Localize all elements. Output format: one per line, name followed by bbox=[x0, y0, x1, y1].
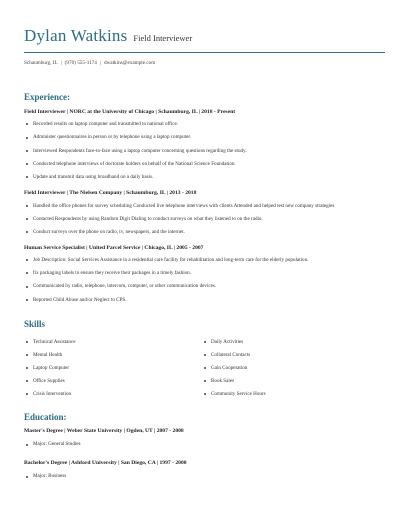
skill-item: Laptop Computer bbox=[24, 365, 202, 371]
skills-column-left bbox=[24, 339, 202, 405]
education-heading: Education: bbox=[24, 412, 67, 423]
education-header: Bachelor's Degree | Ashford University | San Diego, CA | 1997 - 2000 bbox=[24, 460, 187, 467]
job-entry bbox=[24, 190, 386, 235]
skills-heading: Skills bbox=[24, 318, 46, 329]
job-bullet: Recorded results on laptop computer and transmitted to national office. bbox=[24, 121, 386, 127]
job-bullet: Interviewed Respondents face-to-face using a laptop computer concerning questions regarding the study. bbox=[24, 148, 386, 154]
contact-separator: | bbox=[60, 60, 62, 67]
education-details bbox=[24, 473, 386, 479]
resume-header bbox=[24, 26, 386, 46]
skills-column-right bbox=[202, 339, 380, 405]
job-bullet: Administer questionnaires in person or by telephone using a laptop computer. bbox=[24, 134, 386, 140]
job-bullet: Conducted telephone interviews of doctorate holders on behalf of the National Science Foundation. bbox=[24, 161, 386, 167]
education-entry bbox=[24, 460, 386, 479]
experience-heading: Experience: bbox=[24, 92, 70, 103]
job-bullet: Reported Child Abuse and/or Neglect to CPS. bbox=[24, 297, 386, 303]
skill-item: Book Sales bbox=[202, 378, 380, 384]
contact-line bbox=[24, 60, 386, 66]
job-header: Human Service Specialist | United Parcel Service | Chicago, IL | 2005 - 2007 bbox=[24, 244, 204, 251]
skill-item: Office Supplies bbox=[24, 378, 202, 384]
job-bullet: Contacted Respondents by using Random Digit Dialing to conduct surveys on what they listened to on the radio. bbox=[24, 216, 386, 222]
job-bullet: Job Description: Social Services Assistance in a residential care facility for rehabilitation and long-term care for the elderly population. bbox=[24, 257, 386, 263]
job-bullet: fix packaging labels to ensure they receive their packages in a timely fashion. bbox=[24, 270, 386, 276]
contact-location: Schaumburg, IL bbox=[24, 60, 58, 67]
job-entry bbox=[24, 245, 386, 303]
skills-grid bbox=[24, 339, 386, 405]
skill-item: Crisis Intervention bbox=[24, 391, 202, 397]
job-bullets bbox=[24, 257, 386, 303]
job-bullet: Communicated by radio, telephone, intercom, computer, or other communication devices. bbox=[24, 283, 386, 289]
job-entry bbox=[24, 109, 386, 180]
candidate-name: Dylan Watkins bbox=[24, 26, 128, 45]
job-header: Field Interviewer | NORC at the University of Chicago | Schaumburg, IL | 2018 - Present bbox=[24, 109, 236, 116]
education-major: Major: Business bbox=[24, 473, 386, 479]
job-bullets bbox=[24, 203, 386, 235]
skill-item: Daily Activities bbox=[202, 339, 380, 345]
contact-separator: | bbox=[99, 60, 101, 67]
education-details bbox=[24, 441, 386, 447]
skill-item: Community Service Hours bbox=[202, 391, 380, 397]
skill-item: Technical Assistance bbox=[24, 339, 202, 345]
job-bullets bbox=[24, 121, 386, 180]
skill-item: Mental Health bbox=[24, 352, 202, 358]
education-entry bbox=[24, 428, 386, 447]
job-bullet: Update and transmit data using broadband on a daily basis. bbox=[24, 174, 386, 180]
education-header: Master's Degree | Weber State University | Ogden, UT | 2007 - 2008 bbox=[24, 428, 184, 435]
education-major: Major: General Studies bbox=[24, 441, 386, 447]
contact-email: dwatkins@example.com bbox=[103, 60, 156, 67]
job-header: Field Interviewer | The Nielsen Company | Schaumburg, IL | 2013 - 2018 bbox=[24, 189, 197, 196]
skill-item: Collateral Contacts bbox=[202, 352, 380, 358]
header-rule bbox=[24, 52, 385, 53]
job-bullet: Handled the office phones for survey scheduling Conducted live telephone interviews with clients Attended and helped test new company strategies bbox=[24, 203, 386, 209]
contact-phone: (970) 555-1174 bbox=[64, 60, 97, 67]
candidate-title: Field Interviewer bbox=[133, 33, 193, 43]
job-bullet: Conduct surveys over the phone on radio, tv, newspapers, and the internet. bbox=[24, 229, 386, 235]
skill-item: Gain Cooperation bbox=[202, 365, 380, 371]
